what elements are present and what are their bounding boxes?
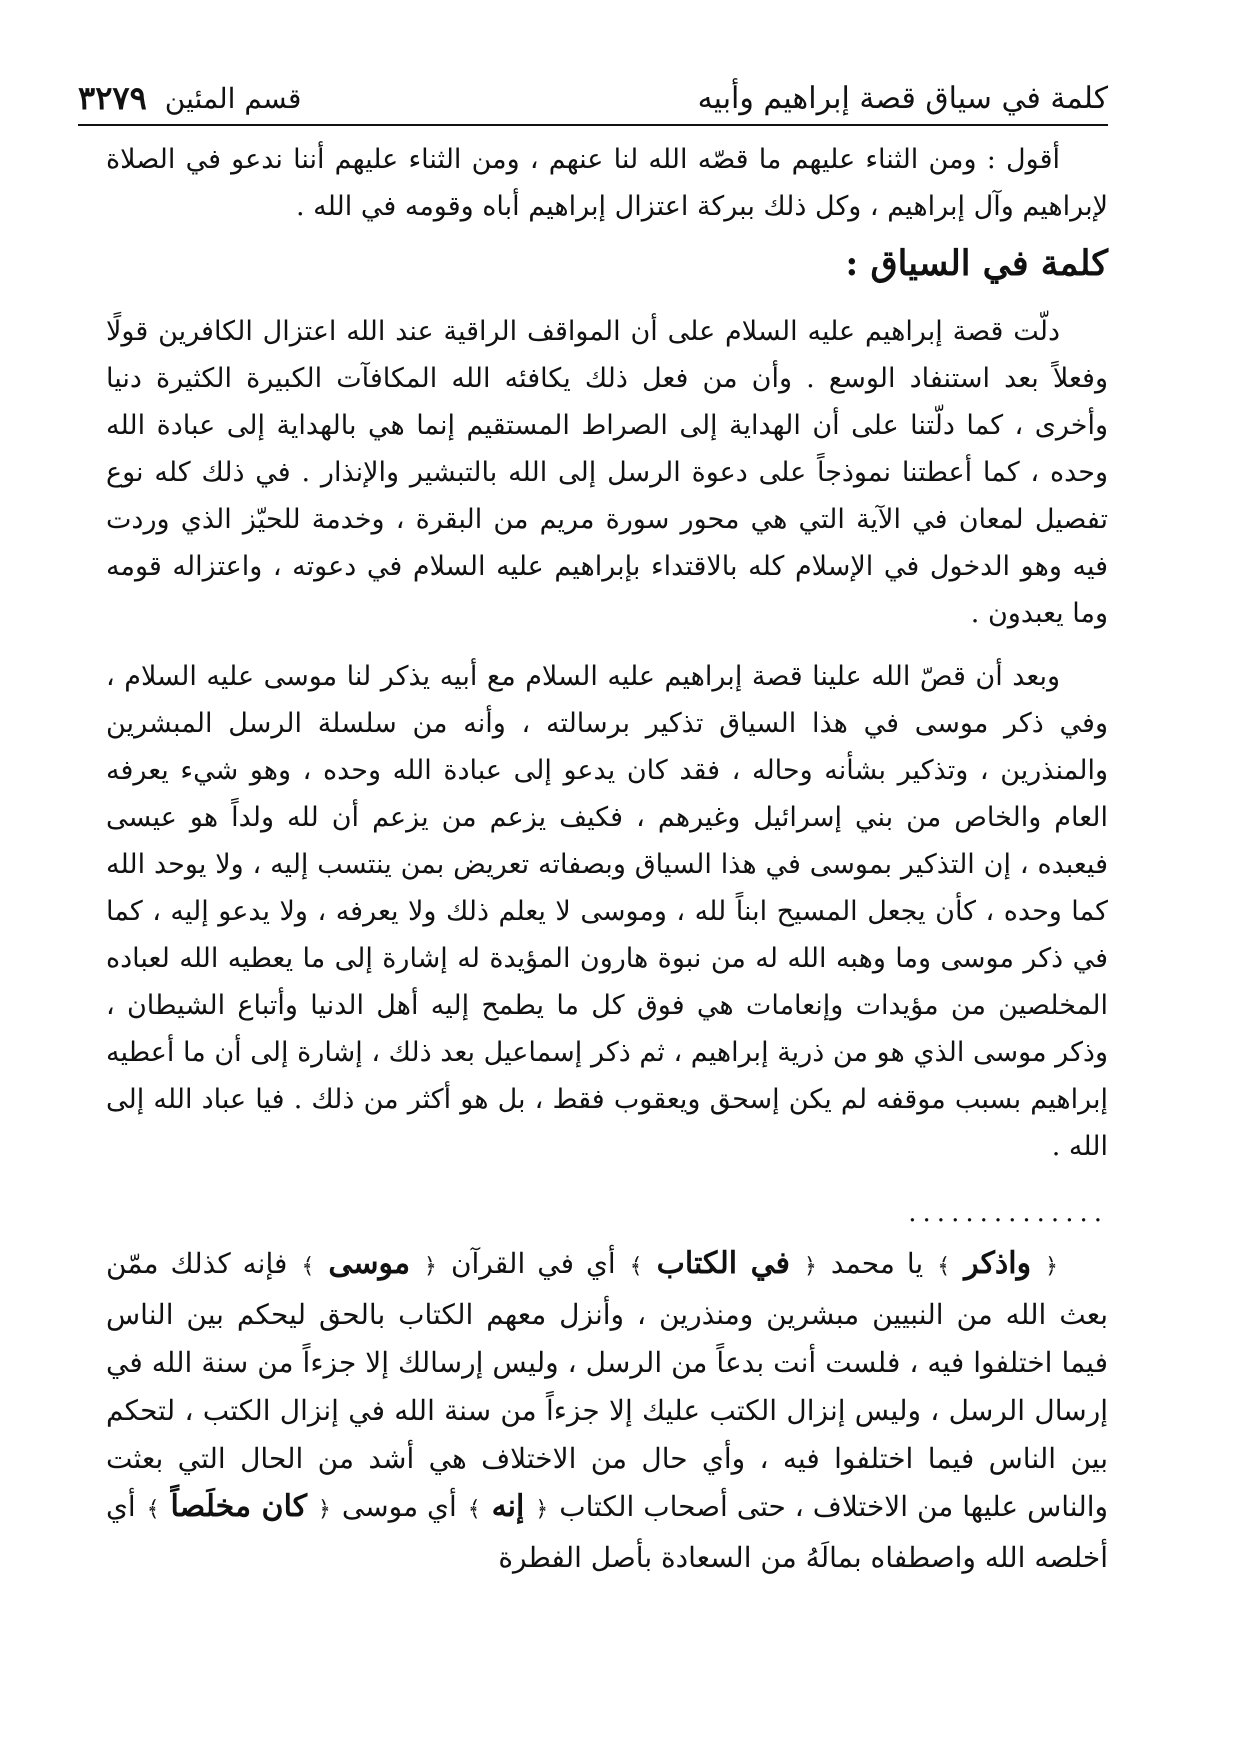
quran-close-bracket: ﴾ — [629, 1254, 643, 1279]
quran-phrase: موسى — [328, 1246, 411, 1281]
commentary-text: أي في القرآن — [450, 1247, 616, 1280]
running-title: كلمة في سياق قصة إبراهيم وأبيه — [697, 80, 1108, 116]
section-label: قسم المئين — [164, 81, 302, 115]
quran-open-bracket: ﴿ — [317, 1497, 331, 1522]
page-body — [106, 136, 1108, 1582]
quran-close-bracket: ﴾ — [937, 1254, 951, 1279]
header-left-group — [78, 79, 301, 117]
context-paragraph-2: وبعد أن قصّ الله علينا قصة إبراهيم عليه السلام مع أبيه يذكر لنا موسى عليه السلام ، وفي ذكر موسى في هذا السياق تذكير برسالته ، وأنه من سلسلة الرسل المبشرين والمنذرين ، وتذكير بشأنه وحاله ، فقد كان يدعو إلى عبادة الله وحده ، وهو شيء يعرفه العام والخاص من بني إسرائيل وغيرهم ، فكيف يزعم من يزعم أن لله ولداً هو عيسى فيعبده ، إن التذكير بموسى في هذا السياق وبصفاته تعريض بمن ينتسب إليه ، ولا يوحد الله كما وحده ، كأن يجعل المسيح ابناً لله ، وموسى لا يعلم ذلك ولا يعرفه ، ولا يدعو إليه ، كما في ذكر موسى وما وهبه الله له من نبوة هارون المؤيدة له إشارة إلى ما يعطيه الله لعباده المخلصين من مؤيدات وإنعامات هي فوق كل ما يطمح إليه أهل الدنيا وأتباع الشيطان ، وذكر موسى الذي هو من ذرية إبراهيم ، ثم ذكر إسماعيل بعد ذلك ، إشارة إلى أن ما أعطيه إبراهيم بسبب موقفه لم يكن إسحق ويعقوب فقط ، بل هو أكثر من ذلك . فيا عباد الله إلى الله . — [106, 661, 1109, 1162]
quran-open-bracket: ﴿ — [803, 1254, 817, 1279]
commentary-text: أي أخلصه الله واصطفاه بمالَهُ من السعادة بأصل الفطرة — [106, 1490, 1108, 1574]
page-header — [78, 76, 1108, 120]
verse-commentary-paragraph — [106, 1240, 1108, 1582]
quran-open-bracket: ﴿ — [424, 1254, 437, 1279]
section-separator: .............. — [908, 1198, 1108, 1228]
section-heading: كلمة في السياق : — [845, 243, 1108, 284]
quran-open-bracket: ﴿ — [535, 1497, 549, 1522]
quran-close-bracket: ﴾ — [467, 1497, 481, 1522]
quran-phrase: كان مخلَصاً — [170, 1489, 308, 1524]
commentary-text: فإنه كذلك ممّن بعث الله من النبيين مبشرين ومنذرين ، وأنزل معهم الكتاب بالحق ليحكم بين الناس فيما اختلفوا فيه ، فلست أنت بدعاً من الرسل ، وليس إرسالك إلا جزءاً من سنة الله في إرسال الرسل ، وليس إنزال الكتب عليك إلا جزءاً من سنة الله في إنزال الكتب ، لتحكم بين الناس فيما اختلفوا فيه ، وأي حال من الاختلاف هي أشد من الحال التي بعثت والناس عليها من الاختلاف ، حتى أصحاب الكتاب — [106, 1247, 1109, 1523]
quran-phrase: في الكتاب — [656, 1246, 790, 1281]
quran-close-bracket: ﴾ — [146, 1497, 160, 1522]
intro-paragraph: أقول : ومن الثناء عليهم ما قصّه الله لنا عنهم ، ومن الثناء عليهم أننا ندعو في الصلاة لإبراهيم وآل إبراهيم ، وكل ذلك ببركة اعتزال إبراهيم أباه وقومه في الله . — [106, 144, 1108, 222]
quran-close-bracket: ﴾ — [301, 1254, 315, 1279]
context-paragraph-1: دلّت قصة إبراهيم عليه السلام على أن المواقف الراقية عند الله اعتزال الكافرين قولًا وفعلاً بعد استنفاد الوسع . وأن من فعل ذلك يكافئه الله المكافآت الكبيرة الكثيرة دنيا وأخرى ، كما دلّتنا على أن الهداية إلى الصراط المستقيم إنما هي بالهداية إلى عبادة الله وحده ، كما أعطتنا نموذجاً على دعوة الرسل إلى الله بالتبشير والإنذار . في ذلك كله نوع تفصيل لمعان في الآية التي هي محور سورة مريم من البقرة ، وخدمة للحيّز الذي وردت فيه وهو الدخول في الإسلام كله بالاقتداء بإبراهيم عليه السلام في دعوته ، واعتزاله قومه وما يعبدون . — [106, 316, 1108, 629]
quran-phrase: إنه — [491, 1489, 525, 1524]
quran-open-bracket: ﴿ — [1045, 1254, 1059, 1279]
commentary-text: يا محمد — [830, 1247, 924, 1280]
commentary-text: أي موسى — [341, 1490, 457, 1523]
page-number: ٣٢٧٩ — [78, 79, 147, 117]
quran-phrase: واذكر — [964, 1246, 1032, 1281]
header-divider — [78, 124, 1108, 126]
